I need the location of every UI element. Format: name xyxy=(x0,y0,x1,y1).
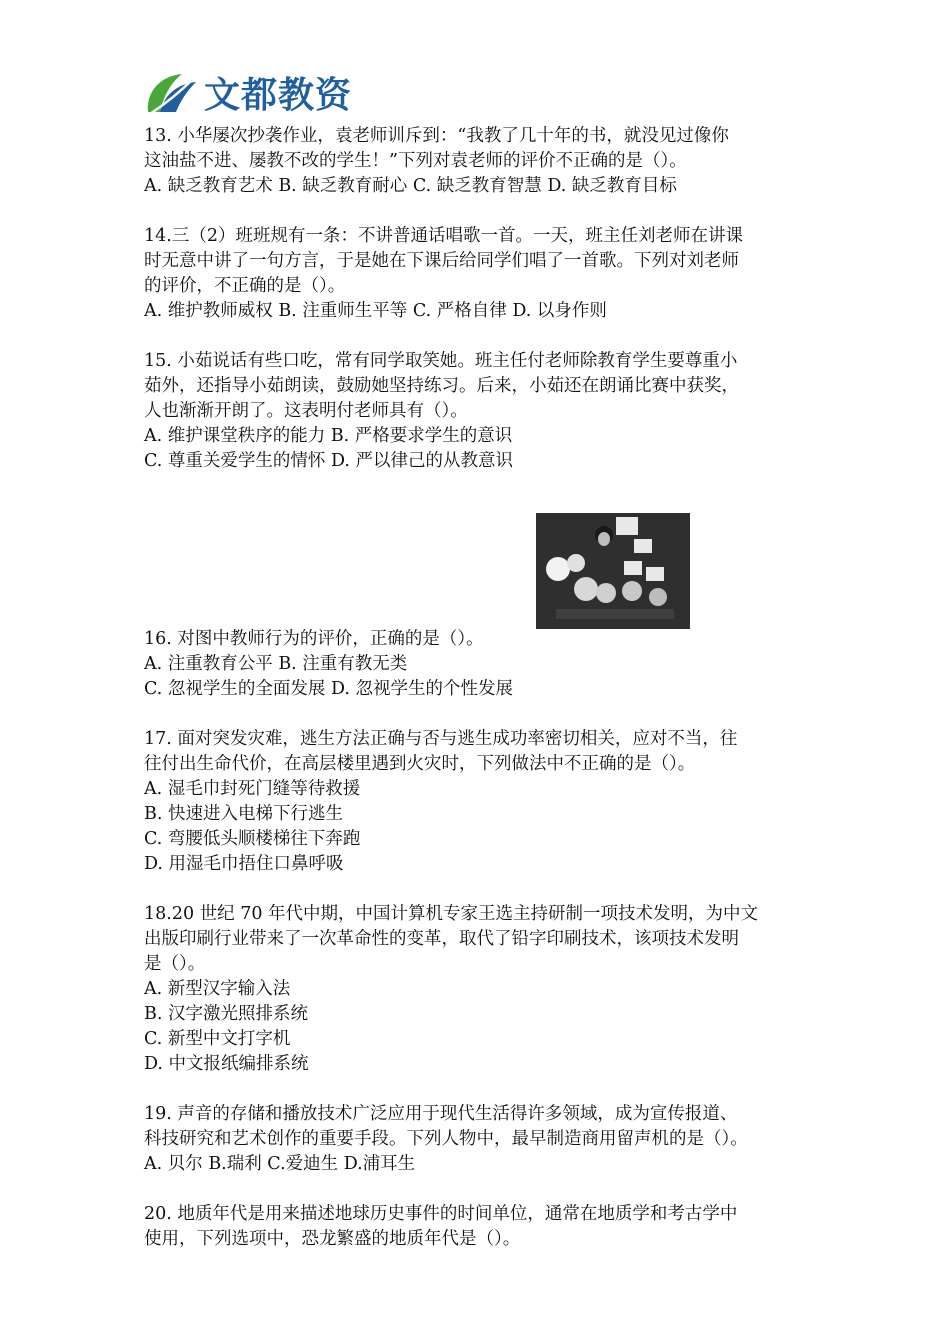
question-line: 人也渐渐开朗了。这表明付老师具有（）。 xyxy=(144,401,468,421)
question-line: 14.三（2）班班规有一条：不讲普通话唱歌一首。一天，班主任刘老师在讲课 xyxy=(144,226,743,246)
answer-option: C. 新型中文打字机 xyxy=(144,1029,291,1049)
question-19 xyxy=(144,1102,814,1177)
question-line: 使用，下列选项中，恐龙繁盛的地质年代是（）。 xyxy=(144,1229,521,1249)
question-line: 时无意中讲了一句方言，于是她在下课后给同学们唱了一首歌。下列对刘老师 xyxy=(144,251,739,271)
question-17 xyxy=(144,727,814,877)
answer-options: A. 注重教育公平 B. 注重有教无类 xyxy=(144,654,408,674)
answer-option: D. 中文报纸编排系统 xyxy=(144,1054,309,1074)
question-line: 茹外，还指导小茹朗读，鼓励她坚持练习。后来，小茹还在朗诵比赛中获奖， xyxy=(144,376,739,396)
answer-options: A. 维护教师威权 B. 注重师生平等 C. 严格自律 D. 以身作则 xyxy=(144,301,607,321)
answer-option: D. 用湿毛巾捂住口鼻呼吸 xyxy=(144,854,344,874)
leaf-logo-icon xyxy=(142,66,200,118)
answer-options: C. 忽视学生的全面发展 D. 忽视学生的个性发展 xyxy=(144,679,513,699)
answer-options: C. 尊重关爱学生的情怀 D. 严以律己的从教意识 xyxy=(144,451,513,471)
question-line: 15. 小茹说话有些口吃，常有同学取笑她。班主任付老师除教育学生要尊重小 xyxy=(144,351,738,371)
question-line: 16. 对图中教师行为的评价，正确的是（）。 xyxy=(144,629,484,649)
question-line: 19. 声音的存储和播放技术广泛应用于现代生活得许多领域，成为宣传报道、 xyxy=(144,1104,738,1124)
question-13 xyxy=(144,124,814,199)
answer-options: A. 贝尔 B.瑞利 C.爱迪生 D.浦耳生 xyxy=(144,1154,416,1174)
answer-option: B. 汉字激光照排系统 xyxy=(144,1004,308,1024)
classroom-photo xyxy=(536,513,690,629)
question-line: 出版印刷行业带来了一次革命性的变革，取代了铅字印刷技术，该项技术发明 xyxy=(144,929,739,949)
question-line: 的评价，不正确的是（）。 xyxy=(144,276,346,296)
question-line: 20. 地质年代是用来描述地球历史事件的时间单位，通常在地质学和考古学中 xyxy=(144,1204,738,1224)
brand-logo xyxy=(142,66,352,118)
answer-options: A. 维护课堂秩序的能力 B. 严格要求学生的意识 xyxy=(144,426,513,446)
question-line: 18.20 世纪 70 年代中期，中国计算机专家王选主持研制一项技术发明，为中文 xyxy=(144,904,759,924)
question-line: 17. 面对突发灾难，逃生方法正确与否与逃生成功率密切相关，应对不当，往 xyxy=(144,729,738,749)
answer-option: C. 弯腰低头顺楼梯往下奔跑 xyxy=(144,829,361,849)
answer-option: A. 湿毛巾封死门缝等待救援 xyxy=(144,779,361,799)
question-list xyxy=(144,124,814,1277)
question-16 xyxy=(144,499,814,702)
question-14 xyxy=(144,224,814,324)
answer-option: A. 新型汉字输入法 xyxy=(144,979,291,999)
answer-option: B. 快速进入电梯下行逃生 xyxy=(144,804,343,824)
question-line: 是（）。 xyxy=(144,954,206,974)
question-20 xyxy=(144,1202,814,1252)
question-15 xyxy=(144,349,814,474)
question-line: 这油盐不进、屡教不改的学生！”下列对袁老师的评价不正确的是（）。 xyxy=(144,151,687,171)
question-line: 科技研究和艺术创作的重要手段。下列人物中，最早制造商用留声机的是（）。 xyxy=(144,1129,748,1149)
question-line: 13. 小华屡次抄袭作业，袁老师训斥到：“我教了几十年的书，就没见过像你 xyxy=(144,126,729,146)
answer-options: A. 缺乏教育艺术 B. 缺乏教育耐心 C. 缺乏教育智慧 D. 缺乏教育目标 xyxy=(144,176,677,196)
brand-name: 文都教资 xyxy=(204,74,353,116)
teacher-photo-icon xyxy=(536,513,690,629)
question-line: 往付出生命代价，在高层楼里遇到火灾时，下列做法中不正确的是（）。 xyxy=(144,754,696,774)
question-18 xyxy=(144,902,814,1077)
